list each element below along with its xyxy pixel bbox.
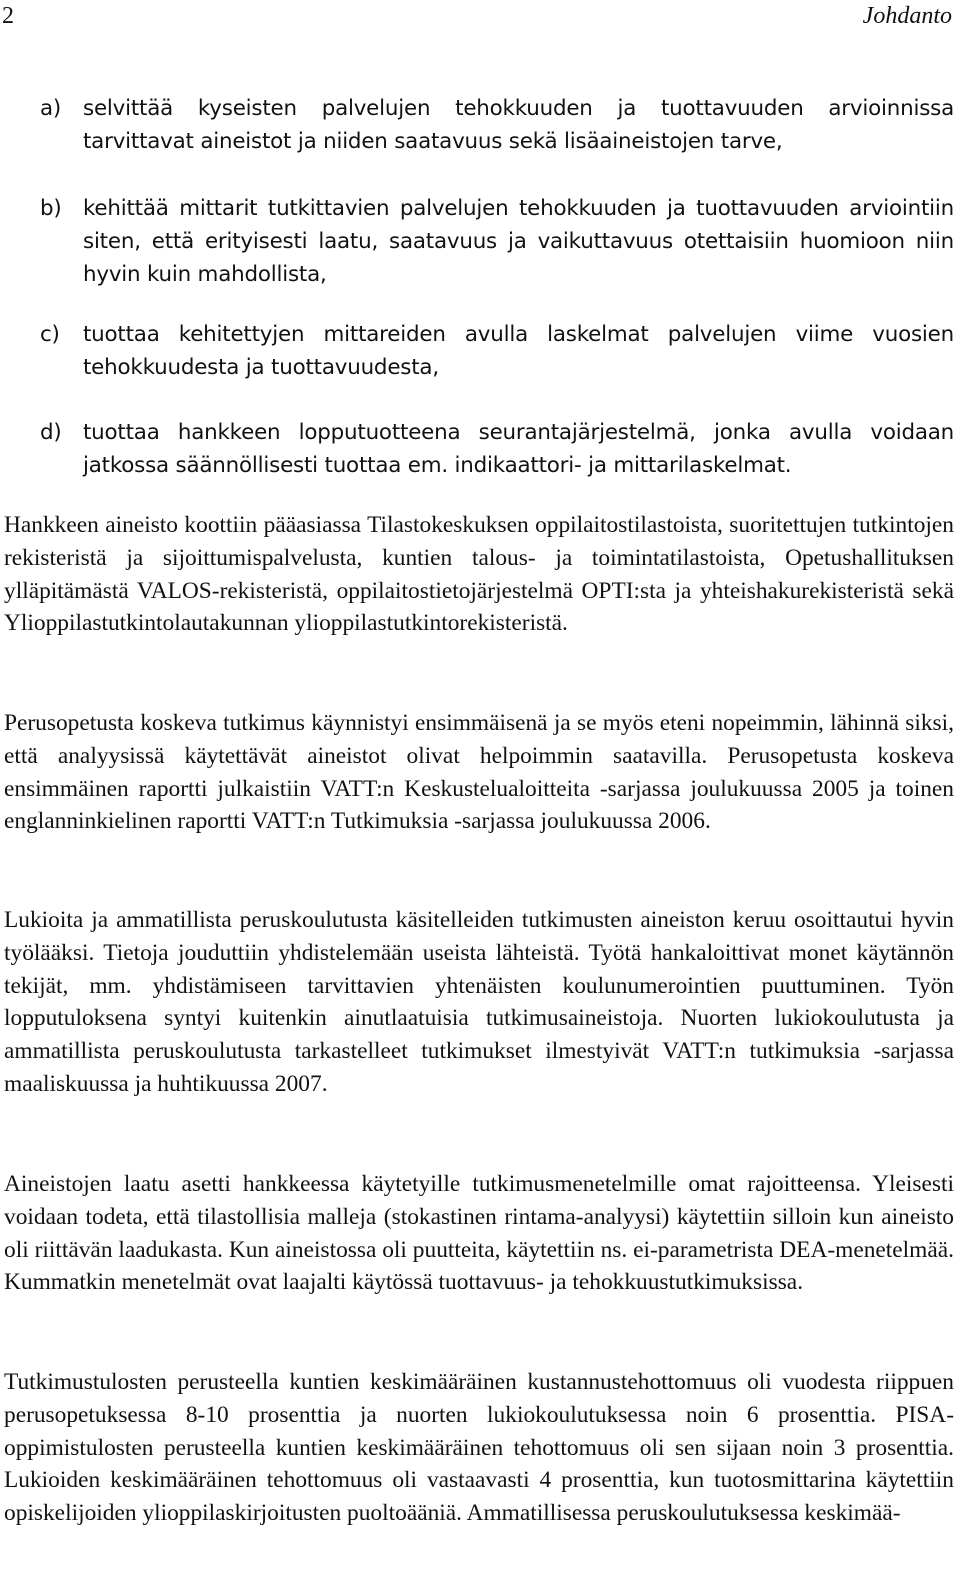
- list-marker: d): [40, 420, 62, 445]
- page-number: 2: [2, 3, 14, 29]
- body-paragraph: Tutkimustulosten perusteella kuntien keskimääräinen kustannustehottomuus oli vuodesta riippuen perusopetuksessa 8-10 prosenttia ja nuorten lukiokoulutuksessa noin 6 prosenttia. PISA-oppimistulosten perusteella kuntien keskimääräinen tehottomuus oli sen sijaan noin 3 prosenttia. Lukioiden keskimääräinen tehottomuus oli vastaavasti 4 prosenttia, kun tuotosmittarina käytettiin opiskelijoiden ylioppilaskirjoitusten puoltoääniä. Ammatillisessa peruskoulutuksessa keskimää-: [4, 1369, 954, 1527]
- list-marker: a): [40, 96, 62, 121]
- body-paragraph: Perusopetusta koskeva tutkimus käynnistyi ensimmäisenä ja se myös eteni nopeimmin, lähinnä siksi, että analyysissä käytettävät aineistot olivat helpoimmin saatavilla. Perusopetusta koskeva ensimmäinen raportti julkaistiin VATT:n Keskustelualoitteita -sarjassa joulukuussa 2005 ja toinen englanninkielinen raportti VATT:n Tutkimuksia -sarjassa joulukuussa 2006.: [4, 710, 954, 835]
- list-item-text: selvittää kyseisten palvelujen tehokkuuden ja tuottavuuden arvioinnissa tarvittavat aineistot ja niiden saatavuus sekä lisäaineistojen tarve,: [83, 96, 954, 154]
- page-header: [0, 0, 960, 40]
- body-paragraph: Aineistojen laatu asetti hankkeessa käytetyille tutkimusmenetelmille omat rajoitteensa. Yleisesti voidaan todeta, että tilastollisia malleja (stokastinen rintama-analyysi) käytettiin silloin kun aineisto oli riittävän laadukasta. Kun aineistossa oli puutteita, käytettiin ns. ei-parametrista DEA-menetelmää. Kummatkin menetelmät ovat laajalti käytössä tuottavuus- ja tehokkuustutkimuksissa.: [4, 1171, 954, 1296]
- body-paragraph: Hankkeen aineisto koottiin pääasiassa Tilastokeskuksen oppilaitostilastoista, suoritettujen tutkintojen rekisteristä ja sijoittumispalvelusta, kuntien talous- ja toimintatilastoista, Opetushallituksen ylläpitämästä VALOS-rekisteristä, oppilaitostietojärjestelmä OPTI:sta ja yhteishakurekisteristä sekä Ylioppilastutkintolautakunnan ylioppilastutkintorekisteristä.: [4, 512, 954, 637]
- list-marker: c): [40, 322, 60, 347]
- list-marker: b): [40, 196, 62, 221]
- list-item-text: tuottaa hankkeen lopputuotteena seurantajärjestelmä, jonka avulla voidaan jatkossa säännöllisesti tuottaa em. indikaattori- ja mittarilaskelmat.: [83, 420, 954, 478]
- body-paragraph: Lukioita ja ammatillista peruskoulutusta käsitelleiden tutkimusten aineiston keruu osoittautui hyvin työlääksi. Tietoja jouduttiin yhdistelemään useista lähteistä. Työtä hankaloittivat monet käytännön tekijät, mm. yhdistämiseen tarvittavien yhtenäisten koulunumerointien puuttuminen. Työn lopputuloksena syntyi kuitenkin ainutlaatuisia tutkimusaineistoja. Nuorten lukiokoulutusta ja ammatillista peruskoulutusta tarkastelleet tutkimukset ilmestyivät VATT:n tutkimuksia -sarjassa maaliskuussa ja huhtikuussa 2007.: [4, 907, 954, 1097]
- running-title: Johdanto: [862, 3, 952, 29]
- list-item-text: kehittää mittarit tutkittavien palvelujen tehokkuuden ja tuottavuuden arviointiin siten, että erityisesti laatu, saatavuus ja vaikuttavuus otettaisiin huomioon niin hyvin kuin mahdollista,: [83, 196, 954, 287]
- list-item-text: tuottaa kehitettyjen mittareiden avulla laskelmat palvelujen viime vuosien tehokkuudesta ja tuottavuudesta,: [83, 322, 954, 380]
